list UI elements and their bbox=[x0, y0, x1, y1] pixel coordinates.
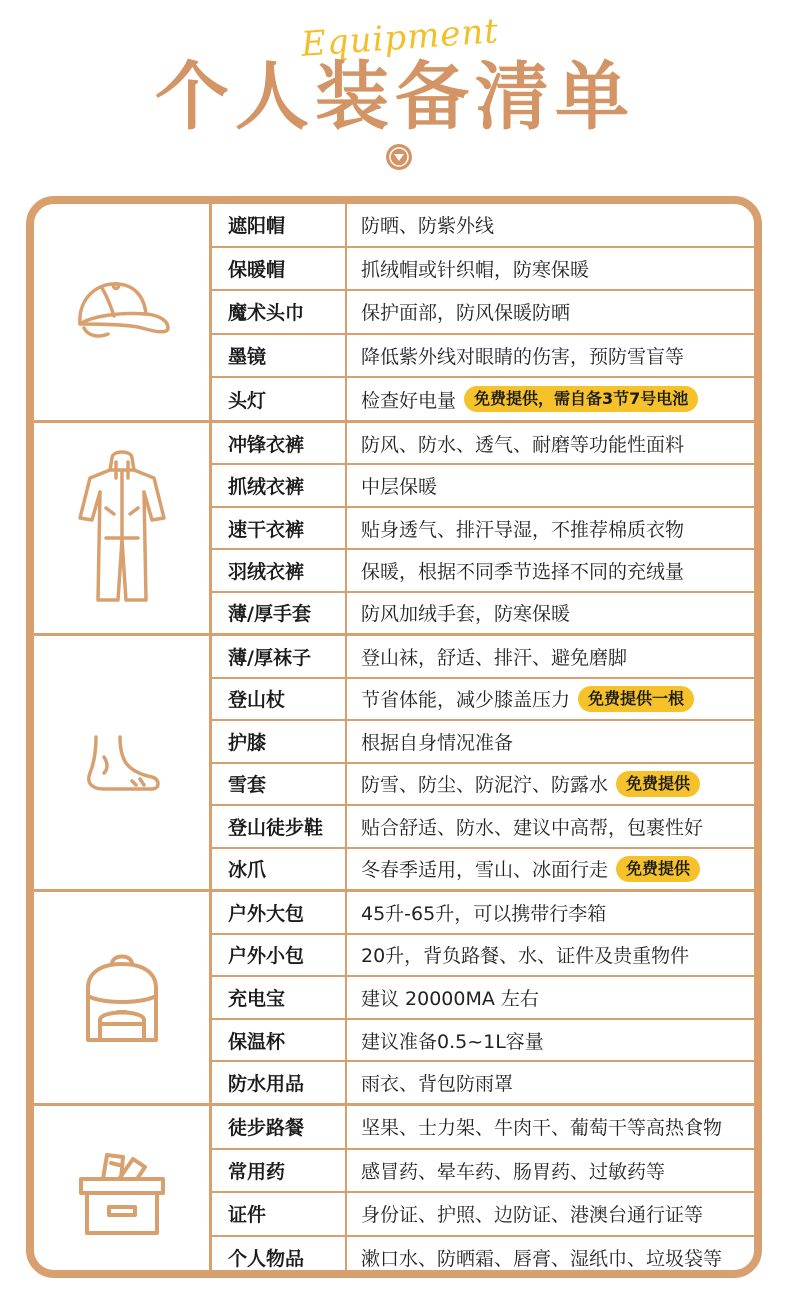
item-desc bbox=[347, 770, 700, 797]
section-headwear bbox=[34, 204, 754, 423]
free-badge: 免费提供一根 bbox=[578, 686, 694, 712]
item-desc-text: 建议准备0.5~1L容量 bbox=[361, 1030, 544, 1053]
item-name: 薄/厚手套 bbox=[212, 593, 347, 633]
table-row bbox=[212, 977, 754, 1020]
item-desc bbox=[347, 1113, 722, 1140]
item-desc bbox=[347, 472, 437, 499]
table-row bbox=[212, 935, 754, 978]
section-icon-cell bbox=[34, 636, 212, 889]
page-title: 个人装备清单 bbox=[155, 54, 635, 140]
table-row bbox=[212, 593, 754, 633]
item-desc-text: 防风、防水、透气、耐磨等功能性面料 bbox=[361, 433, 685, 456]
section-icon-cell bbox=[34, 204, 212, 420]
item-name: 抓绒衣裤 bbox=[212, 465, 347, 505]
table-row bbox=[212, 849, 754, 890]
table-row bbox=[212, 806, 754, 849]
item-desc-text: 抓绒帽或针织帽，防寒保暖 bbox=[361, 258, 590, 281]
item-name: 雪套 bbox=[212, 764, 347, 805]
item-name: 登山杖 bbox=[212, 679, 347, 720]
item-name: 头灯 bbox=[212, 378, 347, 420]
item-desc-text: 坚果、士力架、牛肉干、葡萄干等高热食物 bbox=[361, 1117, 723, 1140]
table-row bbox=[212, 550, 754, 592]
item-desc bbox=[347, 1200, 703, 1227]
item-desc bbox=[347, 1069, 513, 1096]
item-desc-text: 检查好电量 bbox=[361, 389, 457, 412]
item-desc-text: 降低紫外线对眼睛的伤害，预防雪盲等 bbox=[361, 346, 685, 369]
table-row bbox=[212, 1150, 754, 1194]
item-desc-text: 45升-65升，可以携带行李箱 bbox=[361, 902, 607, 925]
item-desc-text: 漱口水、防晒霜、唇膏、湿纸巾、垃圾袋等 bbox=[361, 1247, 723, 1270]
table-row bbox=[212, 248, 754, 292]
item-desc-text: 建议 20000MA 左右 bbox=[361, 987, 539, 1010]
backpack-icon bbox=[82, 948, 162, 1048]
section-icon-cell bbox=[34, 1106, 212, 1278]
table-row bbox=[212, 291, 754, 335]
item-name: 充电宝 bbox=[212, 977, 347, 1018]
script-subtitle: Equipment bbox=[299, 11, 501, 65]
item-desc bbox=[347, 728, 513, 755]
item-name: 速干衣裤 bbox=[212, 508, 347, 548]
table-row bbox=[212, 721, 754, 764]
foot-icon bbox=[82, 733, 162, 793]
section-icon-cell bbox=[34, 892, 212, 1103]
item-name: 户外大包 bbox=[212, 892, 347, 933]
item-desc-text: 冬春季适用，雪山、冰面行走 bbox=[361, 859, 609, 882]
item-name: 魔术头巾 bbox=[212, 291, 347, 333]
item-name: 户外小包 bbox=[212, 935, 347, 976]
item-desc-text: 保护面部，防风保暖防晒 bbox=[361, 302, 571, 325]
item-desc-text: 身份证、护照、边防证、港澳台通行证等 bbox=[361, 1204, 704, 1227]
item-name: 保暖帽 bbox=[212, 248, 347, 290]
cap-icon bbox=[72, 276, 172, 348]
table-row bbox=[212, 423, 754, 465]
item-desc bbox=[347, 515, 684, 542]
item-desc-text: 节省体能，减少膝盖压力 bbox=[361, 689, 571, 712]
item-desc-text: 防晒、防紫外线 bbox=[361, 215, 495, 238]
item-name: 常用药 bbox=[212, 1150, 347, 1192]
item-desc-text: 防风加绒手套，防寒保暖 bbox=[361, 603, 571, 626]
item-name: 个人物品 bbox=[212, 1237, 347, 1279]
item-name: 冲锋衣裤 bbox=[212, 423, 347, 463]
item-desc bbox=[347, 211, 494, 238]
free-badge: 免费提供，需自备3节7号电池 bbox=[464, 386, 698, 412]
item-name: 墨镜 bbox=[212, 335, 347, 377]
table-row bbox=[212, 679, 754, 722]
scroll-down-button[interactable] bbox=[384, 142, 414, 172]
item-desc bbox=[347, 1157, 665, 1184]
table-row bbox=[212, 465, 754, 507]
table-row bbox=[212, 1020, 754, 1063]
item-desc-text: 根据自身情况准备 bbox=[361, 731, 514, 754]
table-row bbox=[212, 508, 754, 550]
item-name: 冰爪 bbox=[212, 849, 347, 890]
table-row bbox=[212, 378, 754, 420]
table-row bbox=[212, 1106, 754, 1150]
table-row bbox=[212, 892, 754, 935]
item-desc bbox=[347, 1027, 544, 1054]
item-desc bbox=[347, 430, 684, 457]
item-desc bbox=[347, 855, 700, 882]
table-row bbox=[212, 335, 754, 379]
section-footwear bbox=[34, 636, 754, 892]
item-name: 羽绒衣裤 bbox=[212, 550, 347, 590]
section-supplies bbox=[34, 1106, 754, 1278]
item-desc-text: 贴合舒适、防水、建议中高帮，包裹性好 bbox=[361, 816, 704, 839]
free-badge: 免费提供 bbox=[616, 856, 700, 882]
item-name: 薄/厚袜子 bbox=[212, 636, 347, 677]
item-name: 护膝 bbox=[212, 721, 347, 762]
table-row bbox=[212, 1193, 754, 1237]
item-desc-text: 贴身透气、排汗导湿，不推荐棉质衣物 bbox=[361, 518, 685, 541]
table-row bbox=[212, 1062, 754, 1103]
item-desc-text: 登山袜，舒适、排汗、避免磨脚 bbox=[361, 646, 628, 669]
table-row bbox=[212, 204, 754, 248]
jumpsuit-icon bbox=[76, 448, 168, 608]
item-desc bbox=[347, 298, 570, 325]
table-row bbox=[212, 764, 754, 807]
box-icon bbox=[77, 1147, 167, 1237]
free-badge: 免费提供 bbox=[616, 771, 700, 797]
chevron-down-icon bbox=[384, 142, 414, 172]
item-desc bbox=[347, 941, 689, 968]
item-desc bbox=[347, 643, 627, 670]
item-desc bbox=[347, 685, 694, 712]
item-desc-text: 感冒药、晕车药、肠胃药、过敏药等 bbox=[361, 1160, 666, 1183]
item-desc-text: 雨衣、背包防雨罩 bbox=[361, 1073, 514, 1096]
item-desc bbox=[347, 342, 684, 369]
item-name: 遮阳帽 bbox=[212, 204, 347, 246]
section-clothing bbox=[34, 423, 754, 636]
item-name: 证件 bbox=[212, 1193, 347, 1235]
item-desc bbox=[347, 557, 684, 584]
item-desc bbox=[347, 1244, 722, 1271]
item-desc-text: 防雪、防尘、防泥泞、防露水 bbox=[361, 774, 609, 797]
item-desc-text: 中层保暖 bbox=[361, 476, 438, 499]
item-desc bbox=[347, 899, 606, 926]
item-desc bbox=[347, 813, 703, 840]
item-name: 徒步路餐 bbox=[212, 1106, 347, 1148]
item-name: 防水用品 bbox=[212, 1062, 347, 1103]
item-desc bbox=[347, 599, 570, 626]
item-name: 保温杯 bbox=[212, 1020, 347, 1061]
item-desc-text: 20升，背负路餐、水、证件及贵重物件 bbox=[361, 945, 690, 968]
table-row bbox=[212, 636, 754, 679]
table-row bbox=[212, 1237, 754, 1279]
equipment-table bbox=[26, 196, 762, 1278]
item-desc-text: 保暖，根据不同季节选择不同的充绒量 bbox=[361, 560, 685, 583]
item-desc bbox=[347, 255, 589, 282]
header bbox=[0, 0, 790, 190]
item-desc bbox=[347, 386, 698, 413]
item-desc bbox=[347, 984, 539, 1011]
section-icon-cell bbox=[34, 423, 212, 633]
section-bags bbox=[34, 892, 754, 1106]
item-name: 登山徒步鞋 bbox=[212, 806, 347, 847]
